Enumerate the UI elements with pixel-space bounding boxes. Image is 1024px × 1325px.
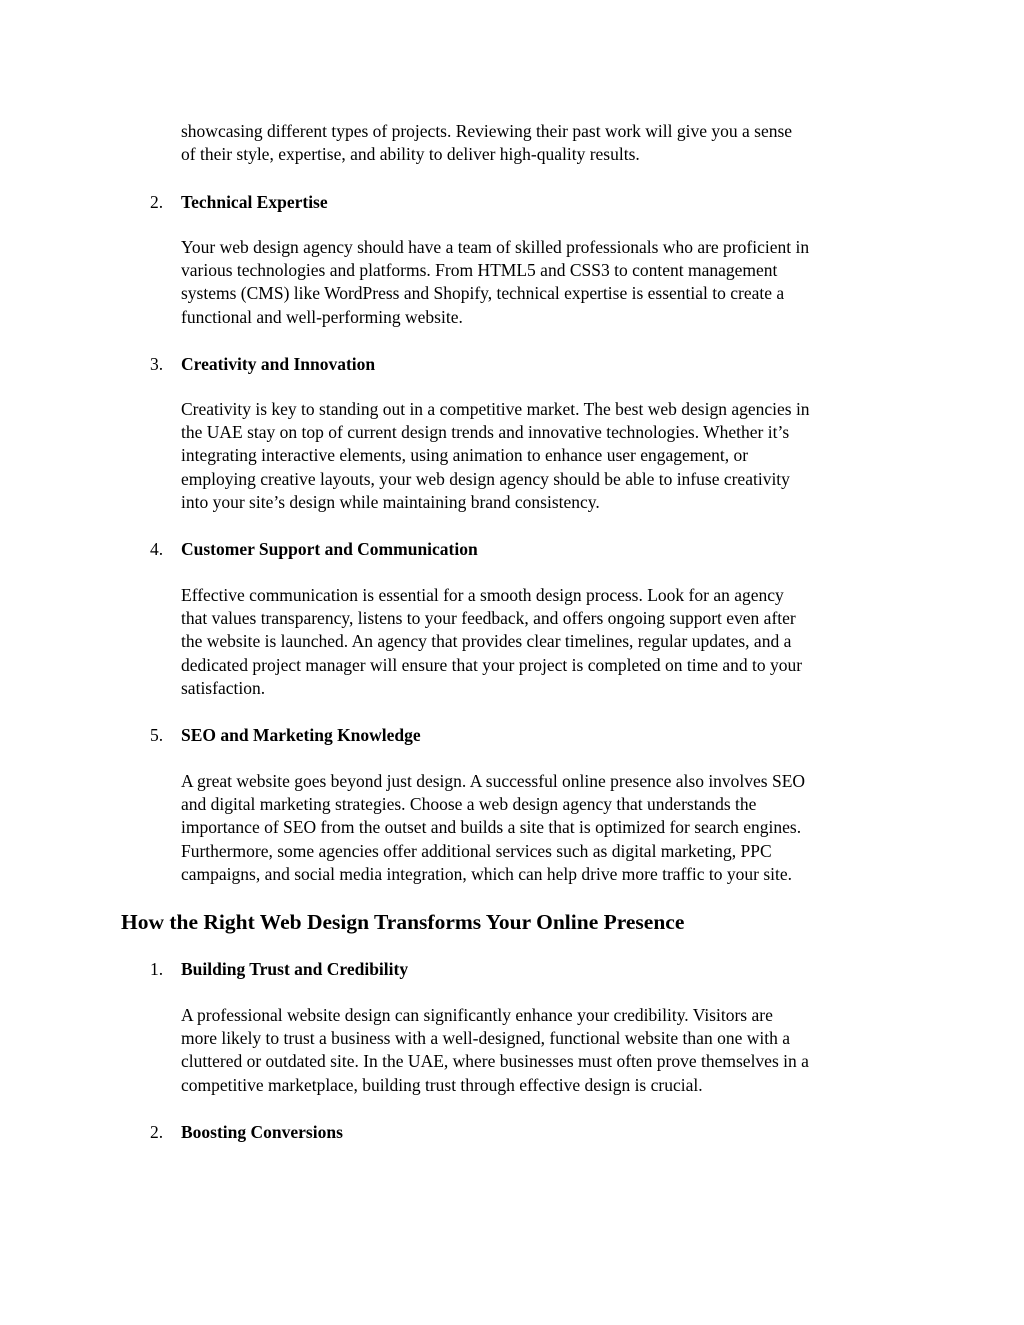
list-item-number: 5.: [150, 725, 164, 745]
list-item-number: 2.: [150, 192, 164, 212]
paragraph-line: campaigns, and social media integration, which can help drive more traffic to your site.: [181, 863, 793, 884]
paragraph-line: competitive marketplace, building trust through effective design is crucial.: [181, 1074, 703, 1095]
paragraph-line: into your site’s design while maintaining brand consistency.: [181, 491, 600, 512]
list-item-paragraph-technical-expertise: [181, 236, 921, 329]
paragraph-line: systems (CMS) like WordPress and Shopify, technical expertise is essential to create a: [181, 283, 785, 304]
paragraph-line: and digital marketing strategies. Choose a web design agency that understands the: [181, 794, 757, 815]
list-item-title: Building Trust and Credibility: [181, 959, 409, 979]
list-item-title: Creativity and Innovation: [181, 354, 376, 374]
paragraph-line: A professional website design can significantly enhance your credibility. Visitors are: [181, 1005, 773, 1025]
list-item-number: 1.: [150, 959, 164, 979]
list-item-heading-creativity: [150, 353, 375, 376]
paragraph-line: cluttered or outdated site. In the UAE, where businesses must often prove themselves in a: [181, 1051, 809, 1072]
list-item-paragraph-building-trust: [181, 1004, 921, 1097]
list-item-number: 2.: [150, 1122, 164, 1142]
list-item-paragraph-seo: [181, 770, 921, 886]
section-heading: How the Right Web Design Transforms Your Online Presence: [121, 910, 685, 934]
paragraph-line: employing creative layouts, your web design agency should be able to infuse creativity: [181, 468, 790, 489]
paragraph-line: Effective communication is essential for a smooth design process. Look for an agency: [181, 585, 784, 605]
list-item-heading-building-trust: [150, 958, 408, 981]
paragraph-line: more likely to trust a business with a well-designed, functional website than one with a: [181, 1028, 790, 1049]
list-item-title: Technical Expertise: [181, 192, 328, 212]
paragraph-line: various technologies and platforms. From HTML5 and CSS3 to content management: [181, 260, 778, 281]
paragraph-line: Creativity is key to standing out in a competitive market. The best web design agencies in: [181, 399, 810, 419]
paragraph-line: A great website goes beyond just design. A successful online presence also involves SEO: [181, 771, 806, 791]
intro-paragraph: [181, 120, 921, 166]
paragraph-line: satisfaction.: [181, 677, 266, 698]
list-item-heading-seo: [150, 724, 421, 747]
list-item-heading-technical-expertise: [150, 191, 328, 214]
list-item-heading-customer-support: [150, 538, 478, 561]
paragraph-line: the website is launched. An agency that provides clear timelines, regular updates, and a: [181, 631, 792, 652]
list-item-heading-boosting-conversions: [150, 1121, 343, 1144]
paragraph-line: showcasing different types of projects. Reviewing their past work will give you a sense: [181, 121, 793, 141]
list-item-title: Customer Support and Communication: [181, 539, 478, 559]
paragraph-line: the UAE stay on top of current design trends and innovative technologies. Whether it’s: [181, 422, 790, 443]
paragraph-line: that values transparency, listens to your feedback, and offers ongoing support even after: [181, 608, 796, 629]
paragraph-line: importance of SEO from the outset and builds a site that is optimized for search engines.: [181, 817, 802, 838]
list-item-title: Boosting Conversions: [181, 1122, 343, 1142]
paragraph-line: Your web design agency should have a team of skilled professionals who are proficient in: [181, 237, 810, 257]
list-item-paragraph-customer-support: [181, 584, 921, 700]
list-item-number: 3.: [150, 354, 164, 374]
paragraph-line: of their style, expertise, and ability to deliver high-quality results.: [181, 144, 640, 165]
paragraph-line: integrating interactive elements, using animation to enhance user engagement, or: [181, 445, 749, 466]
paragraph-line: dedicated project manager will ensure that your project is completed on time and to your: [181, 654, 803, 675]
paragraph-line: Furthermore, some agencies offer additional services such as digital marketing, PPC: [181, 840, 772, 861]
paragraph-line: functional and well-performing website.: [181, 306, 463, 327]
list-item-paragraph-creativity: [181, 398, 921, 514]
list-item-number: 4.: [150, 539, 164, 559]
list-item-title: SEO and Marketing Knowledge: [181, 725, 421, 745]
